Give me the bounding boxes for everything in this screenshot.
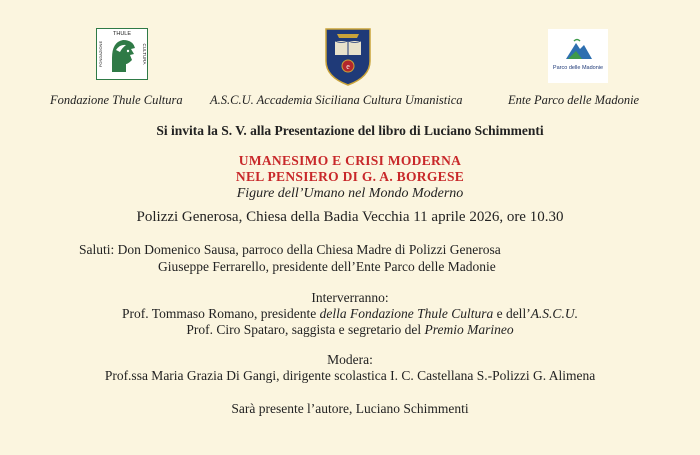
- speaker-1-ascu: A.S.C.U.: [530, 306, 578, 321]
- book-title-line1: UMANESIMO E CRISI MODERNA: [238, 153, 462, 168]
- ascu-crest-logo: [324, 27, 372, 87]
- moderation-heading: Modera:: [327, 352, 373, 367]
- thule-logo-top-text: THULE: [112, 31, 132, 37]
- speaker-1-name: Prof. Tommaso Romano, presidente: [122, 306, 320, 321]
- speaker-2-prize: Premio Marineo: [424, 322, 514, 337]
- speaker-2: [0, 322, 700, 338]
- thule-logo-right-text: CULTURA: [142, 43, 147, 65]
- closing-line: Sarà presente l’autore, Luciano Schimmenti: [231, 401, 469, 416]
- org-ascu: A.S.C.U. Accademia Siciliana Cultura Umanistica: [210, 93, 463, 107]
- speaker-1: [0, 306, 700, 322]
- svg-text:e: e: [346, 62, 350, 71]
- event-venue-date: Polizzi Generosa, Chiesa della Badia Vecchia 11 aprile 2026, ore 10.30: [136, 209, 564, 225]
- speaker-1-foundation: della Fondazione Thule Cultura: [319, 306, 494, 321]
- invitation-line: Si invita la S. V. alla Presentazione del libro di Luciano Schimmenti: [156, 123, 544, 138]
- parco-madonie-logo: [548, 29, 608, 83]
- speakers-heading: Interverranno:: [311, 290, 389, 305]
- greetings-line2: Giuseppe Ferrarello, presidente dell’Ente Parco delle Madonie: [158, 259, 496, 274]
- book-subtitle: Figure dell’Umano nel Mondo Moderno: [236, 186, 464, 201]
- book-title-line2: NEL PENSIERO DI G. A. BORGESE: [235, 169, 465, 184]
- thule-logo-left-text: FONDAZIONE: [98, 40, 103, 68]
- moderator: Prof.ssa Maria Grazia Di Gangi, dirigente scolastica I. C. Castellana S.-Polizzi G. Alimena: [104, 368, 596, 383]
- thule-logo: [96, 28, 148, 80]
- greetings-line1: Saluti: Don Domenico Sausa, parroco della Chiesa Madre di Polizzi Generosa: [79, 242, 501, 257]
- org-parco-madonie: Ente Parco delle Madonie: [508, 93, 640, 107]
- speaker-2-name: Prof. Ciro Spataro, saggista e segretario del: [186, 322, 425, 337]
- speaker-1-conjunction: e dell’: [493, 306, 531, 321]
- org-thule-cultura: Fondazione Thule Cultura: [50, 93, 183, 107]
- parco-logo-text: Parco delle Madonie: [552, 65, 604, 71]
